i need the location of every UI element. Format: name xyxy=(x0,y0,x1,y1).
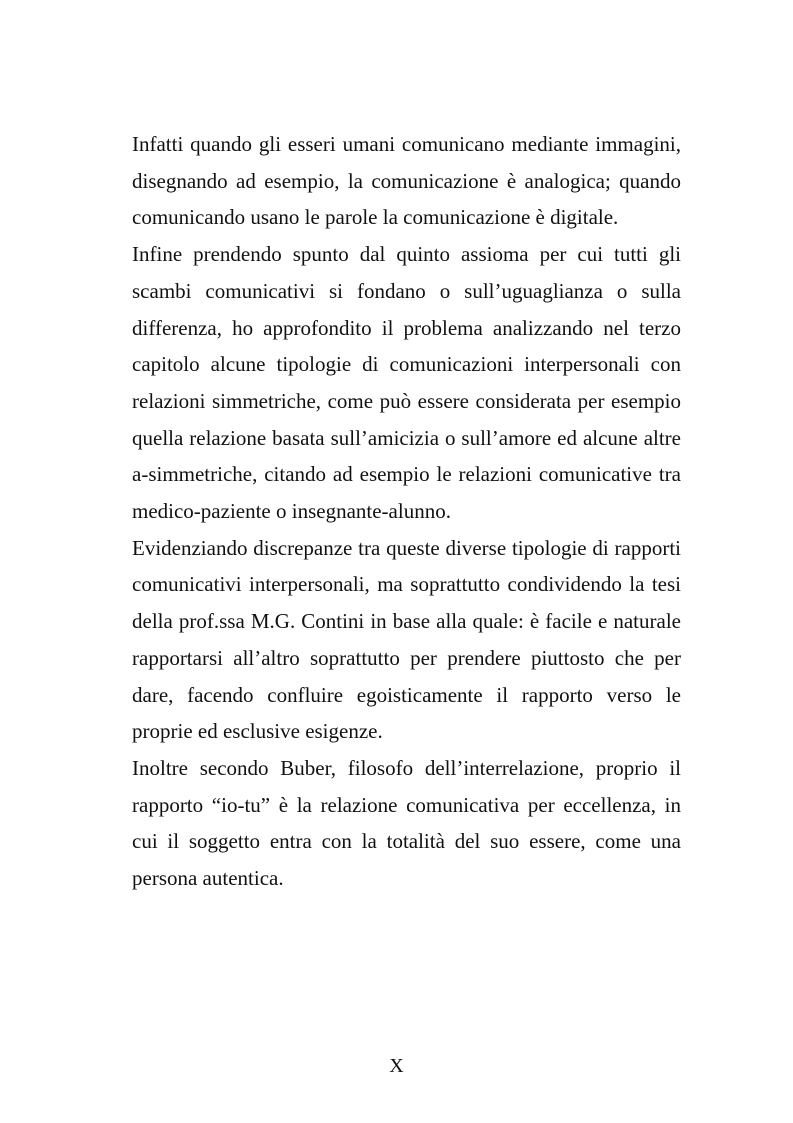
paragraph-3: Evidenziando discrepanze tra queste diverse tipologie di rapporti comunicativi interpersonali, ma soprattutto condividendo la tesi della prof.ssa M.G. Contini in base alla quale: è facile e naturale rapportarsi all’altro soprattutto per prendere piuttosto che per dare, facendo confluire egoisticamente il rapporto verso le proprie ed esclusive esigenze. xyxy=(132,535,681,744)
paragraph-1: Infatti quando gli esseri umani comunicano mediante immagini, disegnando ad esempio, la comunicazione è analogica; quando comunicando usano le parole la comunicazione è digitale. xyxy=(132,132,681,230)
body-text xyxy=(132,126,681,897)
page-number: X xyxy=(389,1055,404,1077)
paragraph-4: Inoltre secondo Buber, filosofo dell’interrelazione, proprio il rapporto “io-tu” è la relazione comunicativa per eccellenza, in cui il soggetto entra con la totalità del suo essere, come una persona autentica. xyxy=(132,755,681,891)
paragraph-2: Infine prendendo spunto dal quinto assioma per cui tutti gli scambi comunicativi si fondano o sull’uguaglianza o sulla differenza, ho approfondito il problema analizzando nel terzo capitolo alcune tipologie di comunicazioni interpersonali con relazioni simmetriche, come può essere considerata per esempio quella relazione basata sull’amicizia o sull’amore ed alcune altre a-simmetriche, citando ad esempio le relazioni comunicative tra medico-paziente o insegnante-alunno. xyxy=(132,242,681,524)
